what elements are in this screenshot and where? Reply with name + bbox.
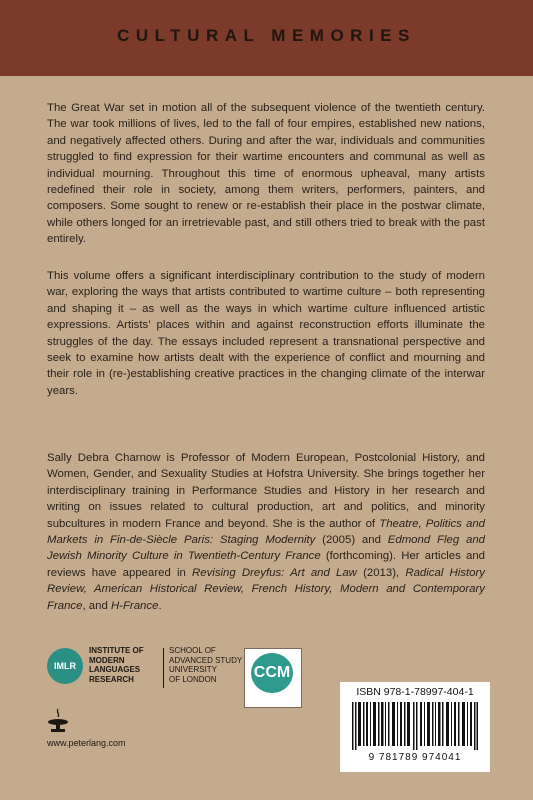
blurb-paragraph-2: This volume offers a significant interdisciplinary contribution to the study of modern war, exploring the ways that artists contributed to wartime culture – both representing and shaping it – as well as the ways in which wartime culture influenced artistic expressions. Artists’ places within and against reconstruction efforts illuminate the struggles of the day. The essays included represent a transnational perspective and seek to examine how artists dealt with the experience of conflict and mourning and their role in (re-)establishing creative practices in the changing climate of the interwar years.	[47, 270, 485, 397]
sas-name-line: ADVANCED STUDY	[169, 655, 243, 665]
bio-text: (2005) and	[315, 534, 388, 547]
peter-lang-lamp-icon	[47, 708, 69, 734]
book-title: Edmond Fleg and Jewish Minority Culture in Twentieth-Century France	[47, 534, 485, 563]
ccm-logo	[244, 648, 302, 708]
imlr-name-line: MODERN	[89, 655, 125, 665]
imlr-name-line: INSTITUTE OF	[89, 646, 144, 655]
series-title: CULTURAL MEMORIES	[117, 26, 416, 45]
barcode-panel	[340, 682, 490, 772]
publication-title: H-France	[110, 599, 159, 612]
bio-text: , and	[82, 599, 111, 612]
imlr-name-line: LANGUAGES	[89, 665, 141, 674]
bio-text: (2013),	[356, 566, 406, 579]
author-bio	[47, 450, 485, 614]
publisher-url: www.peterlang.com	[47, 738, 126, 748]
sas-name-line: SCHOOL OF	[169, 646, 216, 655]
barcode-digits: 9 781789 974041	[368, 752, 462, 763]
bio-text: .	[158, 599, 162, 612]
barcode-icon	[352, 702, 478, 750]
blurb-paragraph-1: The Great War set in motion all of the subsequent violence of the twentieth century. The war took millions of lives, led to the fall of four empires, established new nations, and negatively affected others. During and after the war, individuals and communities struggled to find expression for their wartime encounters and communal as well as individual mourning. Throughout this time of enormous upheaval, many artists redefined their role in society, among them writers, performers, painters, and composers. Some sought to renew or re-establish their place in the postwar climate, while others longed for an irretrievable past, and still others tried to break with the past entirely.	[47, 102, 485, 246]
logo-divider	[163, 648, 164, 688]
publication-title: Radical History Review, American Historical Review, French History, Modern and Contemporary France	[47, 566, 485, 612]
series-banner	[0, 0, 533, 76]
isbn-label: ISBN 978-1-78997-404-1	[356, 686, 474, 698]
imlr-name-line: RESEARCH	[89, 674, 134, 684]
imlr-logo-icon: IMLR	[47, 648, 83, 684]
sas-name-line: UNIVERSITY	[169, 665, 218, 674]
book-title: Theatre, Politics and Markets in Fin-de-Siècle Paris: Staging Modernity	[47, 517, 485, 547]
bio-text: (forthcoming). Her articles and reviews have appeared in	[47, 550, 485, 579]
ccm-logo-icon: CCM	[251, 653, 293, 693]
bio-text: Sally Debra Charnow is Professor of Modern European, Postcolonial History, and Women, Gender, and Sexuality Studies at Hofstra University. She brings together her interdisciplinary training in Performance Studies and History in her research and writing on issues related to cultural production, art and politics, and minority subcultures in modern France and beyond. She is the author of	[47, 452, 485, 530]
sas-name-line: OF LONDON	[169, 674, 217, 684]
imlr-name	[89, 646, 159, 684]
publication-title: Revising Dreyfus: Art and Law	[192, 566, 357, 579]
